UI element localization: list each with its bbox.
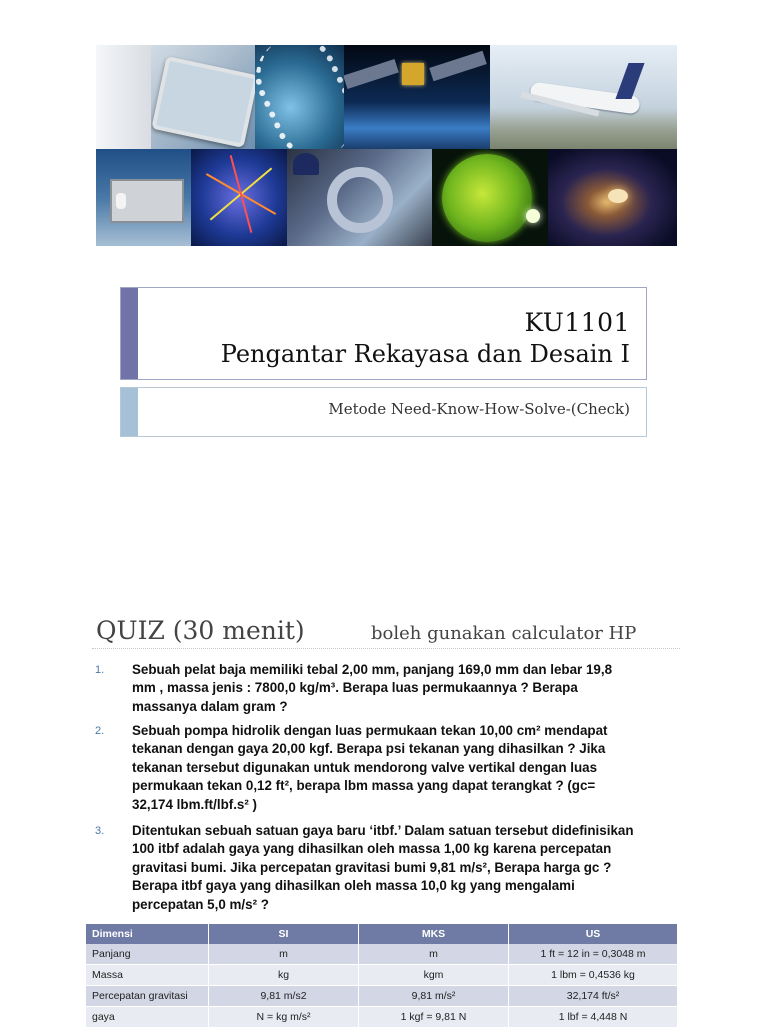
airplane-image: [490, 45, 677, 149]
table-cell: 1 ft = 12 in = 0,3048 m: [509, 944, 678, 965]
question-1: [95, 661, 685, 716]
table-cell: Percepatan gravitasi: [86, 986, 209, 1007]
question-2: [95, 722, 685, 814]
table-header-row: [86, 924, 678, 944]
course-subtitle: Metode Need-Know-How-Solve-(Check): [328, 400, 630, 418]
table-cell: 32,174 ft/s²: [509, 986, 678, 1007]
satellite-image: [344, 45, 490, 149]
course-name: Pengantar Rekayasa dan Desain I: [220, 340, 630, 368]
table-cell: 1 lbm = 0,4536 kg: [509, 965, 678, 986]
table-cell: m: [359, 944, 509, 965]
green-sun-image: [432, 149, 548, 246]
course-code: KU1101: [524, 308, 630, 337]
header-mks: MKS: [359, 924, 509, 944]
table-cell: N = kg m/s²: [209, 1007, 359, 1028]
particle-accelerator-image: [287, 149, 432, 246]
title-divider: [92, 648, 680, 649]
subtitle-accent-bar: [121, 388, 138, 436]
unit-conversion-table: [86, 924, 678, 1028]
table-cell: Massa: [86, 965, 209, 986]
question-3: [95, 822, 685, 914]
dna-helix-image: [255, 45, 344, 149]
table-row: [86, 1007, 678, 1028]
question-text: Sebuah pelat baja memiliki tebal 2,00 mm, panjang 169,0 mm dan lebar 19,8 mm , massa jenis : 7800,0 kg/m³. Berapa luas permukaannya ? Berapa massanya dalam gram ?: [132, 662, 613, 714]
table-row: [86, 965, 678, 986]
tablet-user-image: [96, 45, 255, 149]
quiz-title: QUIZ (30 menit): [96, 616, 305, 645]
table-cell: gaya: [86, 1007, 209, 1028]
table-cell: m: [209, 944, 359, 965]
question-text: Ditentukan sebuah satuan gaya baru ‘itbf.’ Dalam satuan tersebut didefinisikan 100 itbf adalah gaya yang dihasilkan oleh massa 1,00 kg karena percepatan gravitasi bumi. Jika percepatan gravitasi bumi 9,81 m/s², Berapa harga gc ? Berapa itbf gaya yang dihasilkan oleh massa 10,0 kg yang mengalami percepatan 5,0 m/s² ?: [132, 823, 634, 912]
table-cell: 9,81 m/s²: [359, 986, 509, 1007]
table-cell: kgm: [359, 965, 509, 986]
particle-collision-image: [191, 149, 287, 246]
question-text: Sebuah pompa hidrolik dengan luas permukaan tekan 10,00 cm² mendapat tekanan dengan gaya 20,00 kgf. Berapa psi tekanan yang dihasilkan ? Jika tekanan tersebut digunakan untuk mendorong valve vertikal dengan luas permukaan tekan 0,12 ft², berapa lbm massa yang dapat terangkat ? (gc= 32,174 lbm.ft/lbf.s² ): [132, 723, 608, 812]
quiz-note: boleh gunakan calculator HP: [371, 623, 637, 644]
question-number: 2.: [95, 725, 105, 737]
header-us: US: [509, 924, 678, 944]
table-cell: 1 lbf = 4,448 N: [509, 1007, 678, 1028]
title-accent-bar: [121, 288, 138, 379]
question-number: 3.: [95, 825, 105, 837]
table-cell: Panjang: [86, 944, 209, 965]
course-subtitle-box: [120, 387, 647, 437]
header-si: SI: [209, 924, 359, 944]
table-cell: 1 kgf = 9,81 N: [359, 1007, 509, 1028]
table-row: [86, 986, 678, 1007]
image-collage: [96, 45, 677, 246]
course-title-box: [120, 287, 647, 380]
table-cell: 9,81 m/s2: [209, 986, 359, 1007]
header-dimensi: Dimensi: [86, 924, 209, 944]
table-cell: kg: [209, 965, 359, 986]
galaxy-image: [548, 149, 677, 246]
space-station-image: [96, 149, 191, 246]
question-number: 1.: [95, 664, 105, 676]
table-row: [86, 944, 678, 965]
